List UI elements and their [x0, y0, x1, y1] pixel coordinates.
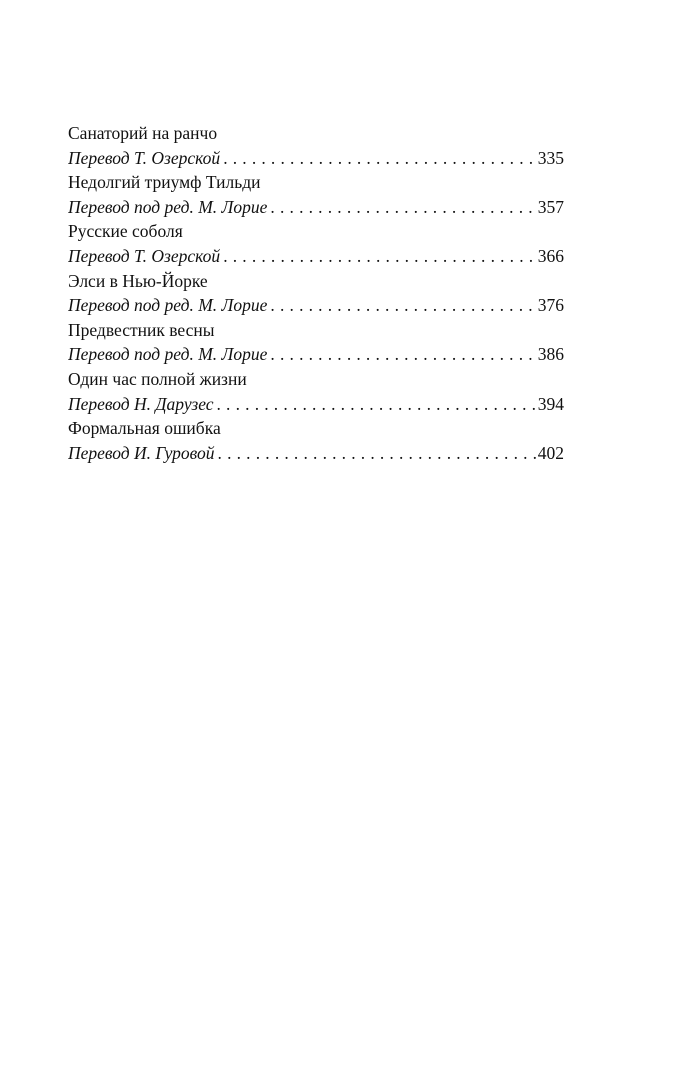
toc-entry — [68, 219, 564, 268]
story-title: Недолгий триумф Тильди — [68, 172, 261, 193]
translator-line — [68, 342, 564, 367]
dot-leader — [220, 146, 538, 171]
dot-leader — [214, 392, 538, 417]
page-number: 402 — [537, 442, 564, 463]
page-number: 394 — [537, 393, 564, 414]
toc-entry — [68, 269, 564, 318]
page-number: 376 — [537, 295, 564, 316]
translator-line — [68, 244, 564, 269]
story-title: Формальная ошибка — [68, 418, 221, 439]
table-of-contents — [68, 121, 564, 465]
toc-entry — [68, 170, 564, 219]
story-title: Санаторий на ранчо — [68, 123, 218, 143]
translator-credit: Перевод Т. Озерской — [68, 147, 221, 168]
translator-line — [68, 392, 564, 417]
story-title: Один час полной жизни — [68, 368, 247, 389]
dot-leader — [267, 195, 537, 220]
story-title: Предвестник весны — [68, 319, 215, 340]
page-number: 335 — [537, 147, 564, 168]
toc-entry — [68, 121, 564, 170]
translator-credit: Перевод И. Гуровой — [68, 442, 215, 463]
translator-credit: Перевод под ред. М. Лорие — [68, 196, 268, 217]
dot-leader — [267, 342, 537, 367]
translator-credit: Перевод под ред. М. Лорие — [68, 344, 268, 365]
dot-leader — [220, 244, 538, 269]
translator-credit: Перевод Н. Дарузес — [68, 393, 214, 414]
page-number: 386 — [537, 344, 564, 365]
dot-leader — [215, 441, 538, 466]
translator-line — [68, 293, 564, 318]
story-title: Русские соболя — [68, 221, 183, 242]
story-title: Элси в Нью-Йорке — [68, 270, 208, 291]
toc-entry — [68, 318, 564, 367]
toc-entry — [68, 416, 564, 465]
translator-line — [68, 146, 564, 171]
toc-entry — [68, 367, 564, 416]
page-number: 366 — [537, 245, 564, 266]
translator-credit: Перевод под ред. М. Лорие — [68, 295, 268, 316]
dot-leader — [267, 293, 537, 318]
page-number: 357 — [537, 196, 564, 217]
translator-credit: Перевод Т. Озерской — [68, 245, 221, 266]
translator-line — [68, 195, 564, 220]
translator-line — [68, 441, 564, 466]
